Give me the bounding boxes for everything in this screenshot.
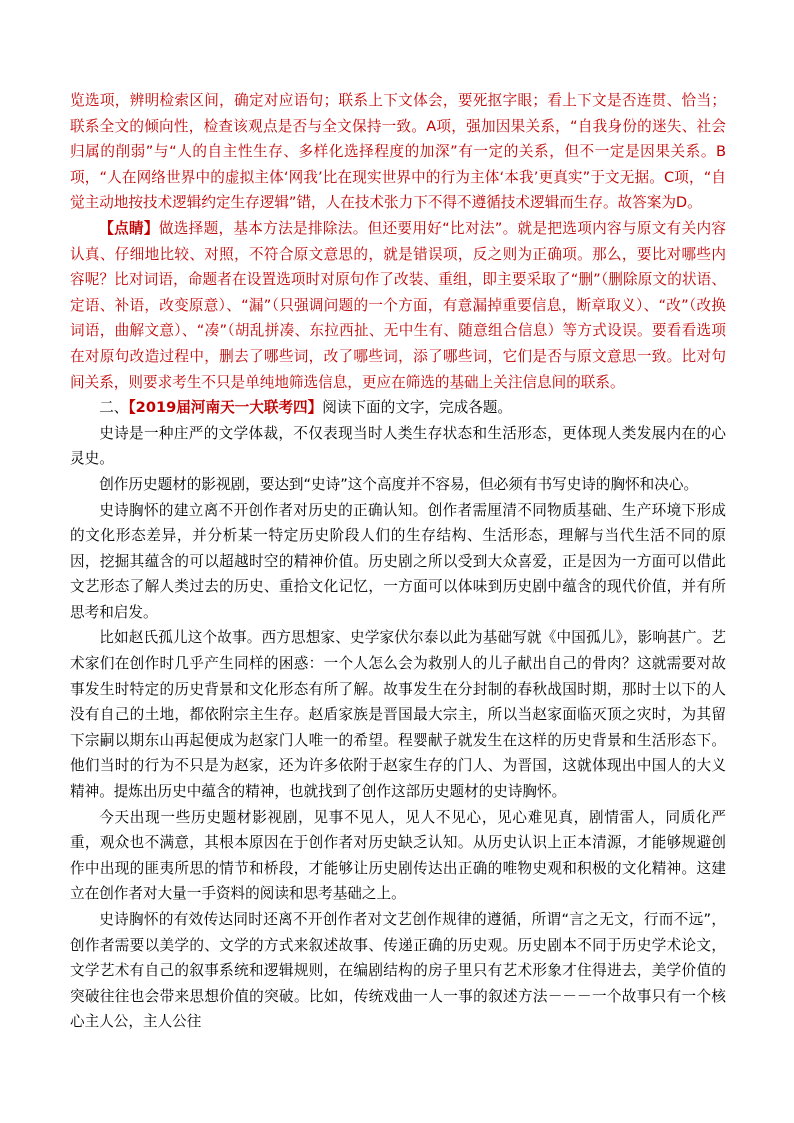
question-prefix: 二、 (99, 399, 129, 417)
document-page (70, 88, 726, 1035)
passage-paragraph: 史诗胸怀的有效传达同时还离不开创作者对文艺创作规律的遵循，所谓“言之无文，行而不远”，创作者需要以美学的、文学的方式来叙述故事、传递正确的历史观。历史剧本不同于历史学术论文，文学艺术有自己的叙事系统和逻辑规则，在编剧结构的房子里只有艺术形象才住得进去，美学价值的突破往往也会带来思想价值的突破。比如，传统戏曲一人一事的叙述方法－－－一个故事只有一个核心主人公，主人公往 (70, 911, 726, 1031)
passage-paragraph: 创作历史题材的影视剧，要达到“史诗”这个高度并不容易，但必须有书写史诗的胸怀和决心。 (99, 475, 699, 493)
passage-paragraph: 比如赵氏孤儿这个故事。西方思想家、史学家伏尔泰以此为基础写就《中国孤儿》，影响甚广。艺术家们在创作时几乎产生同样的困惑：一个人怎么会为救别人的儿子献出自己的骨肉？这就需要对故事发生时特定的历史背景和文化形态有所了解。故事发生在分封制的春秋战国时期，那时士以下的人没有自己的土地，都依附宗主生存。赵盾家族是晋国最大宗主，所以当赵家面临灭顶之灾时，为其留下宗嗣以期东山再起便成为赵家门人唯一的希望。程婴献子就发生在这样的历史背景和生活形态下。他们当时的行为不只是为赵家，还为许多依附于赵家生存的门人、为晋国，这就体现出中国人的大义精神。提炼出历史中蕴含的精神，也就找到了创作这部历史题材的史诗胸怀。 (70, 629, 726, 801)
question-instruction: 阅读下面的文字，完成各题。 (322, 399, 512, 417)
question-source: 【2019届河南天一大联考四】 (128, 399, 323, 417)
passage-paragraph: 史诗是一种庄严的文学体裁，不仅表现当时人类生存状态和生活形态，更体现人类发展内在的心灵史。 (70, 424, 726, 468)
tip-paragraph (70, 216, 726, 395)
answer-analysis: 览选项，辨明检索区间，确定对应语句；联系上下文体会，要死抠字眼；看上下文是否连贯、恰当；联系全文的倾向性，检查该观点是否与全文保持一致。A项，强加因果关系，“自我身份的迷失、社会归属的削弱”与“人的自主性生存、多样化选择程度的加深”有一定的关系，但不一定是因果关系。B项，“人在网络世界中的虚拟主体‘网我’比在现实世界中的行为主体‘本我’更真实”于文无据。C项，“自觉主动地按技术逻辑约定生存逻辑”错，人在技术张力下不得不遵循技术逻辑而生存。故答案为D。 (70, 92, 726, 212)
tip-tag: 【点睛】 (99, 219, 159, 237)
passage-paragraph: 今天出现一些历史题材影视剧，见事不见人，见人不见心，见心难见真，剧情雷人，同质化严重，观众也不满意，其根本原因在于创作者对历史缺乏认知。从历史认识上正本清源，才能够规避创作中出现的匪夷所思的情节和桥段，才能够让历史剧传达出正确的唯物史观和积极的文化精神。这建立在创作者对大量一手资料的阅读和思考基础之上。 (70, 808, 726, 903)
tip-text: 做选择题，基本方法是排除法。但还要用好“比对法”。就是把选项内容与原文有关内容认真、仔细地比较、对照，不符合原文意思的，就是错误项，反之则为正确项。那么，要比对哪些内容呢？比对词语，命题者在设置选项时对原句作了改装、重组，即主要采取了“删”（删除原文的状语、定语、补语，改变原意）、“漏”（只强调问题的一个方面，有意漏掉重要信息，断章取义）、“改”（改换词语，曲解文意）、“凑”（胡乱拼凑、东拉西扯、无中生有、随意组合信息）等方式设误。要看看选项在对原句改造过程中，删去了哪些词，改了哪些词，添了哪些词，它们是否与原文意思一致。比对句间关系，则要求考生不只是单纯地筛选信息，更应在筛选的基础上关注信息间的联系。 (70, 219, 726, 391)
question-heading (70, 395, 726, 421)
passage-paragraph: 史诗胸怀的建立离不开创作者对历史的正确认知。创作者需厘清不同物质基础、生产环境下形成的文化形态差异，并分析某一特定历史阶段人们的生存结构、生活形态，理解与当代生活不同的原因，挖掘其蕴含的可以超越时空的精神价值。历史剧之所以受到大众喜爱，正是因为一方面可以借此文艺形态了解人类过去的历史、重拾文化记忆，一方面可以体味到历史剧中蕴含的现代价值，并有所思考和启发。 (70, 501, 726, 621)
